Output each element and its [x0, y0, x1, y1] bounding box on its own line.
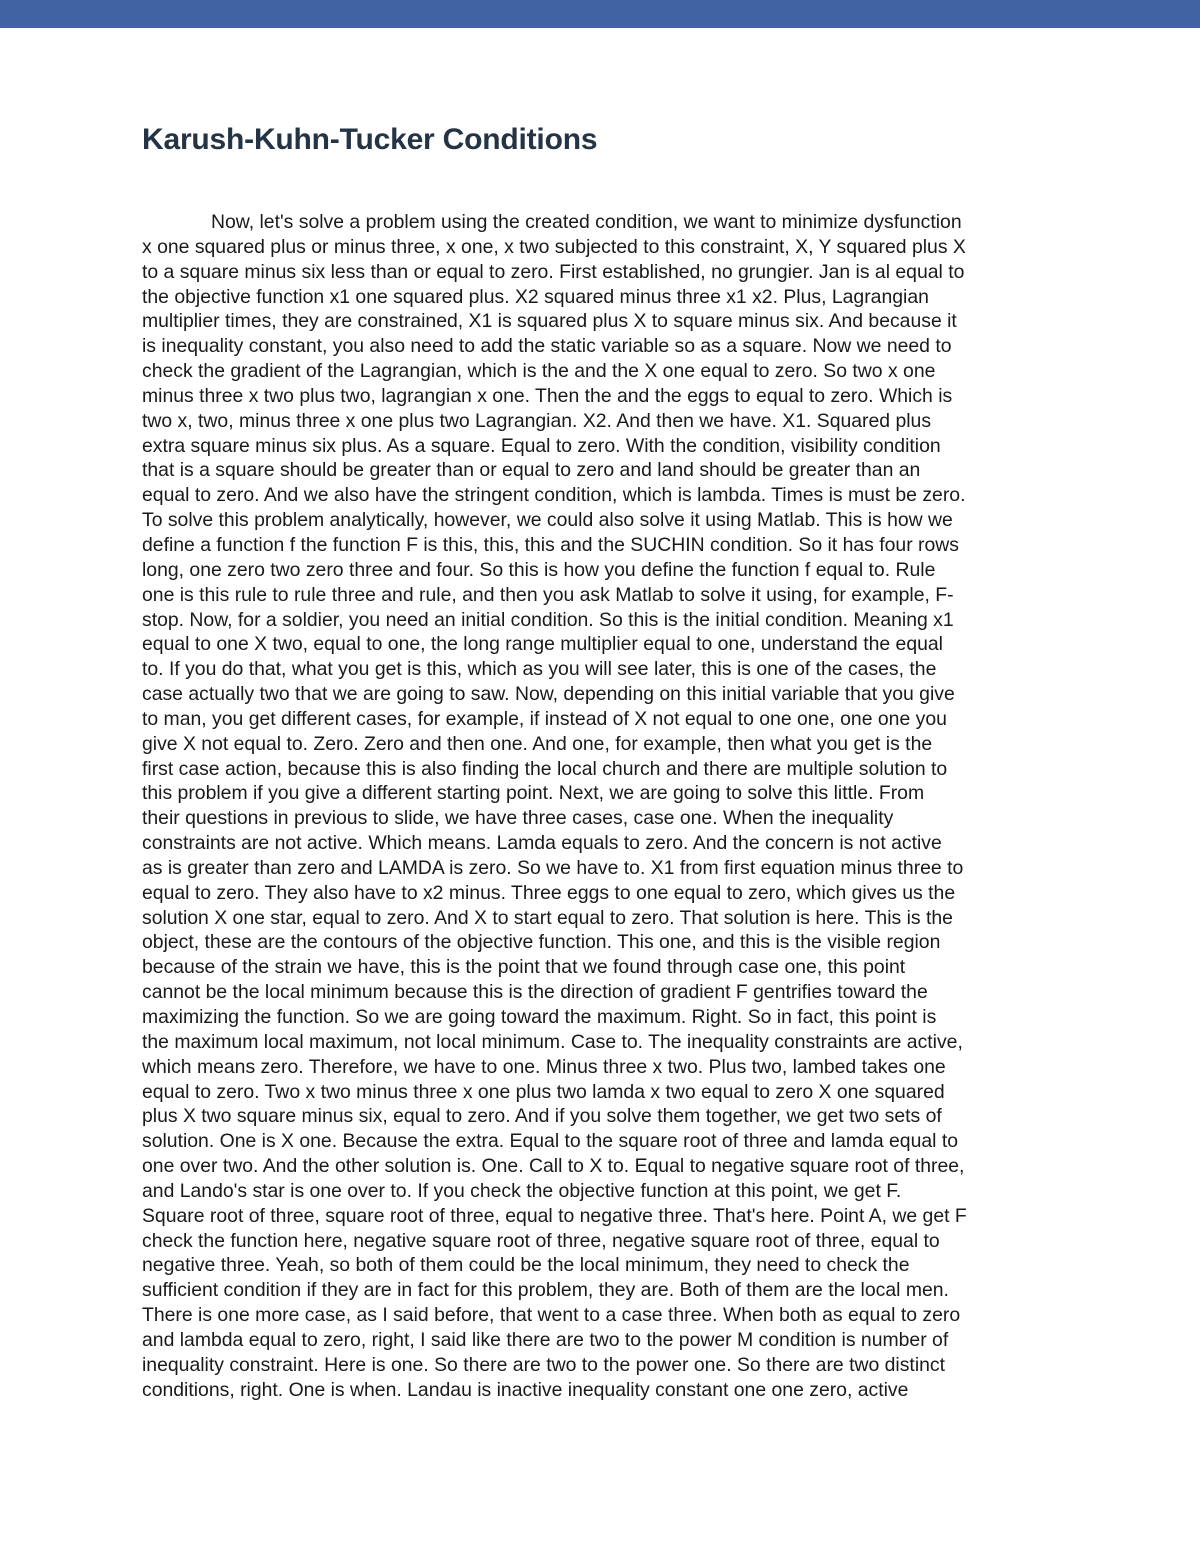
body-line: two x, two, minus three x one plus two Lagrangian. X2. And then we have. X1. Squared plus: [142, 409, 932, 432]
body-line: plus X two square minus six, equal to zero. And if you solve them together, we get two sets of: [142, 1105, 942, 1128]
body-line: extra square minus six plus. As a square. Equal to zero. With the condition, visibility condition: [142, 434, 941, 457]
body-line: which means zero. Therefore, we have to one. Minus three x two. Plus two, lambed takes one: [142, 1055, 946, 1078]
body-line: check the function here, negative square root of three, negative square root of three, equal to: [142, 1229, 940, 1252]
body-line: check the gradient of the Lagrangian, which is the and the X one equal to zero. So two x one: [142, 360, 936, 383]
body-line: Now, let's solve a problem using the created condition, we want to minimize dysfunction: [211, 211, 962, 233]
page-title: Karush-Kuhn-Tucker Conditions: [142, 123, 598, 156]
body-line: that is a square should be greater than or equal to zero and land should be greater than an: [142, 459, 921, 482]
body-line: object, these are the contours of the objective function. This one, and this is the visible region: [142, 931, 941, 954]
body-line: first case action, because this is also finding the local church and there are multiple solution to: [142, 757, 948, 780]
body-line: solution. One is X one. Because the extra. Equal to the square root of three and lamda equal to: [142, 1130, 959, 1153]
body-line: inequality constraint. Here is one. So there are two to the power one. So there are two distinct: [142, 1353, 945, 1376]
body-line: Square root of three, square root of three, equal to negative three. That's here. Point A, we get F: [142, 1204, 967, 1227]
body-line: maximizing the function. So we are going toward the maximum. Right. So in fact, this point is: [142, 1006, 937, 1028]
body-line: to man, you get different cases, for example, if instead of X not equal to one one, one one you: [142, 707, 947, 730]
body-line: to. If you do that, what you get is this, which as you will see later, this is one of the cases, the: [142, 658, 937, 681]
body-line: one is this rule to rule three and rule, and then you ask Matlab to solve it using, for example, F-: [142, 583, 954, 606]
body-line: To solve this problem analytically, however, we could also solve it using Matlab. This is how we: [142, 509, 953, 532]
body-line: give X not equal to. Zero. Zero and then one. And one, for example, then what you get is the: [142, 732, 933, 755]
body-line: and lambda equal to zero, right, I said like there are two to the power M condition is number of: [142, 1328, 949, 1351]
body-line: sufficient condition if they are in fact for this problem, they are. Both of them are the local men.: [142, 1279, 949, 1302]
body-line: minus three x two plus two, lagrangian x one. Then the and the eggs to equal to zero. Which is: [142, 384, 953, 407]
body-line: negative three. Yeah, so both of them could be the local minimum, they need to check the: [142, 1254, 910, 1277]
body-line: to a square minus six less than or equal to zero. First established, no grungier. Jan is al equal to: [142, 260, 965, 283]
body-line: There is one more case, as I said before, that went to a case three. When both as equal to zero: [142, 1304, 961, 1327]
body-line: multiplier times, they are constrained, X1 is squared plus X to square minus six. And because it: [142, 310, 957, 333]
body-line: this problem if you give a different starting point. Next, we are going to solve this little. From: [142, 782, 925, 805]
body-line: define a function f the function F is this, this, this and the SUCHIN condition. So it has four rows: [142, 533, 959, 556]
body-line: equal to zero. They also have to x2 minus. Three eggs to one equal to zero, which gives us the: [142, 881, 956, 904]
body-line: cannot be the local minimum because this is the direction of gradient F gentrifies toward the: [142, 981, 928, 1004]
body-line: because of the strain we have, this is the point that we found through case one, this point: [142, 956, 906, 979]
body-line: stop. Now, for a soldier, you need an initial condition. So this is the initial condition. Meaning x1: [142, 608, 954, 631]
body-line: constraints are not active. Which means. Lamda equals to zero. And the concern is not active: [142, 832, 942, 855]
header-bar: [0, 0, 1200, 28]
body-line: equal to zero. And we also have the stringent condition, which is lambda. Times is must be zero.: [142, 484, 966, 507]
body-line: case actually two that we are going to saw. Now, depending on this initial variable that you give: [142, 683, 955, 706]
body-line: their questions in previous to slide, we have three cases, case one. When the inequality: [142, 807, 894, 830]
body-line: long, one zero two zero three and four. So this is how you define the function f equal to. Rule: [142, 558, 936, 581]
body-line: and Lando's star is one over to. If you check the objective function at this point, we get F.: [142, 1179, 902, 1202]
body-line: the maximum local maximum, not local minimum. Case to. The inequality constraints are active,: [142, 1030, 963, 1053]
body-line: one over two. And the other solution is. One. Call to X to. Equal to negative square root of three,: [142, 1155, 965, 1178]
body-line: conditions, right. One is when. Landau is inactive inequality constant one one zero, active: [142, 1378, 909, 1401]
body-line: the objective function x1 one squared plus. X2 squared minus three x1 x2. Plus, Lagrangian: [142, 285, 929, 308]
body-line: equal to one X two, equal to one, the long range multiplier equal to one, understand the equal: [142, 633, 943, 656]
body-line: equal to zero. Two x two minus three x one plus two lamda x two equal to zero X one squared: [142, 1080, 945, 1103]
body-line: x one squared plus or minus three, x one, x two subjected to this constraint, X, Y squared plus X: [142, 235, 966, 258]
body-line: is inequality constant, you also need to add the static variable so as a square. Now we need to: [142, 335, 952, 358]
body-line: as is greater than zero and LAMDA is zero. So we have to. X1 from first equation minus three to: [142, 856, 964, 879]
body-paragraph: [142, 210, 1072, 1403]
body-line: solution X one star, equal to zero. And X to start equal to zero. That solution is here. This is the: [142, 906, 953, 929]
